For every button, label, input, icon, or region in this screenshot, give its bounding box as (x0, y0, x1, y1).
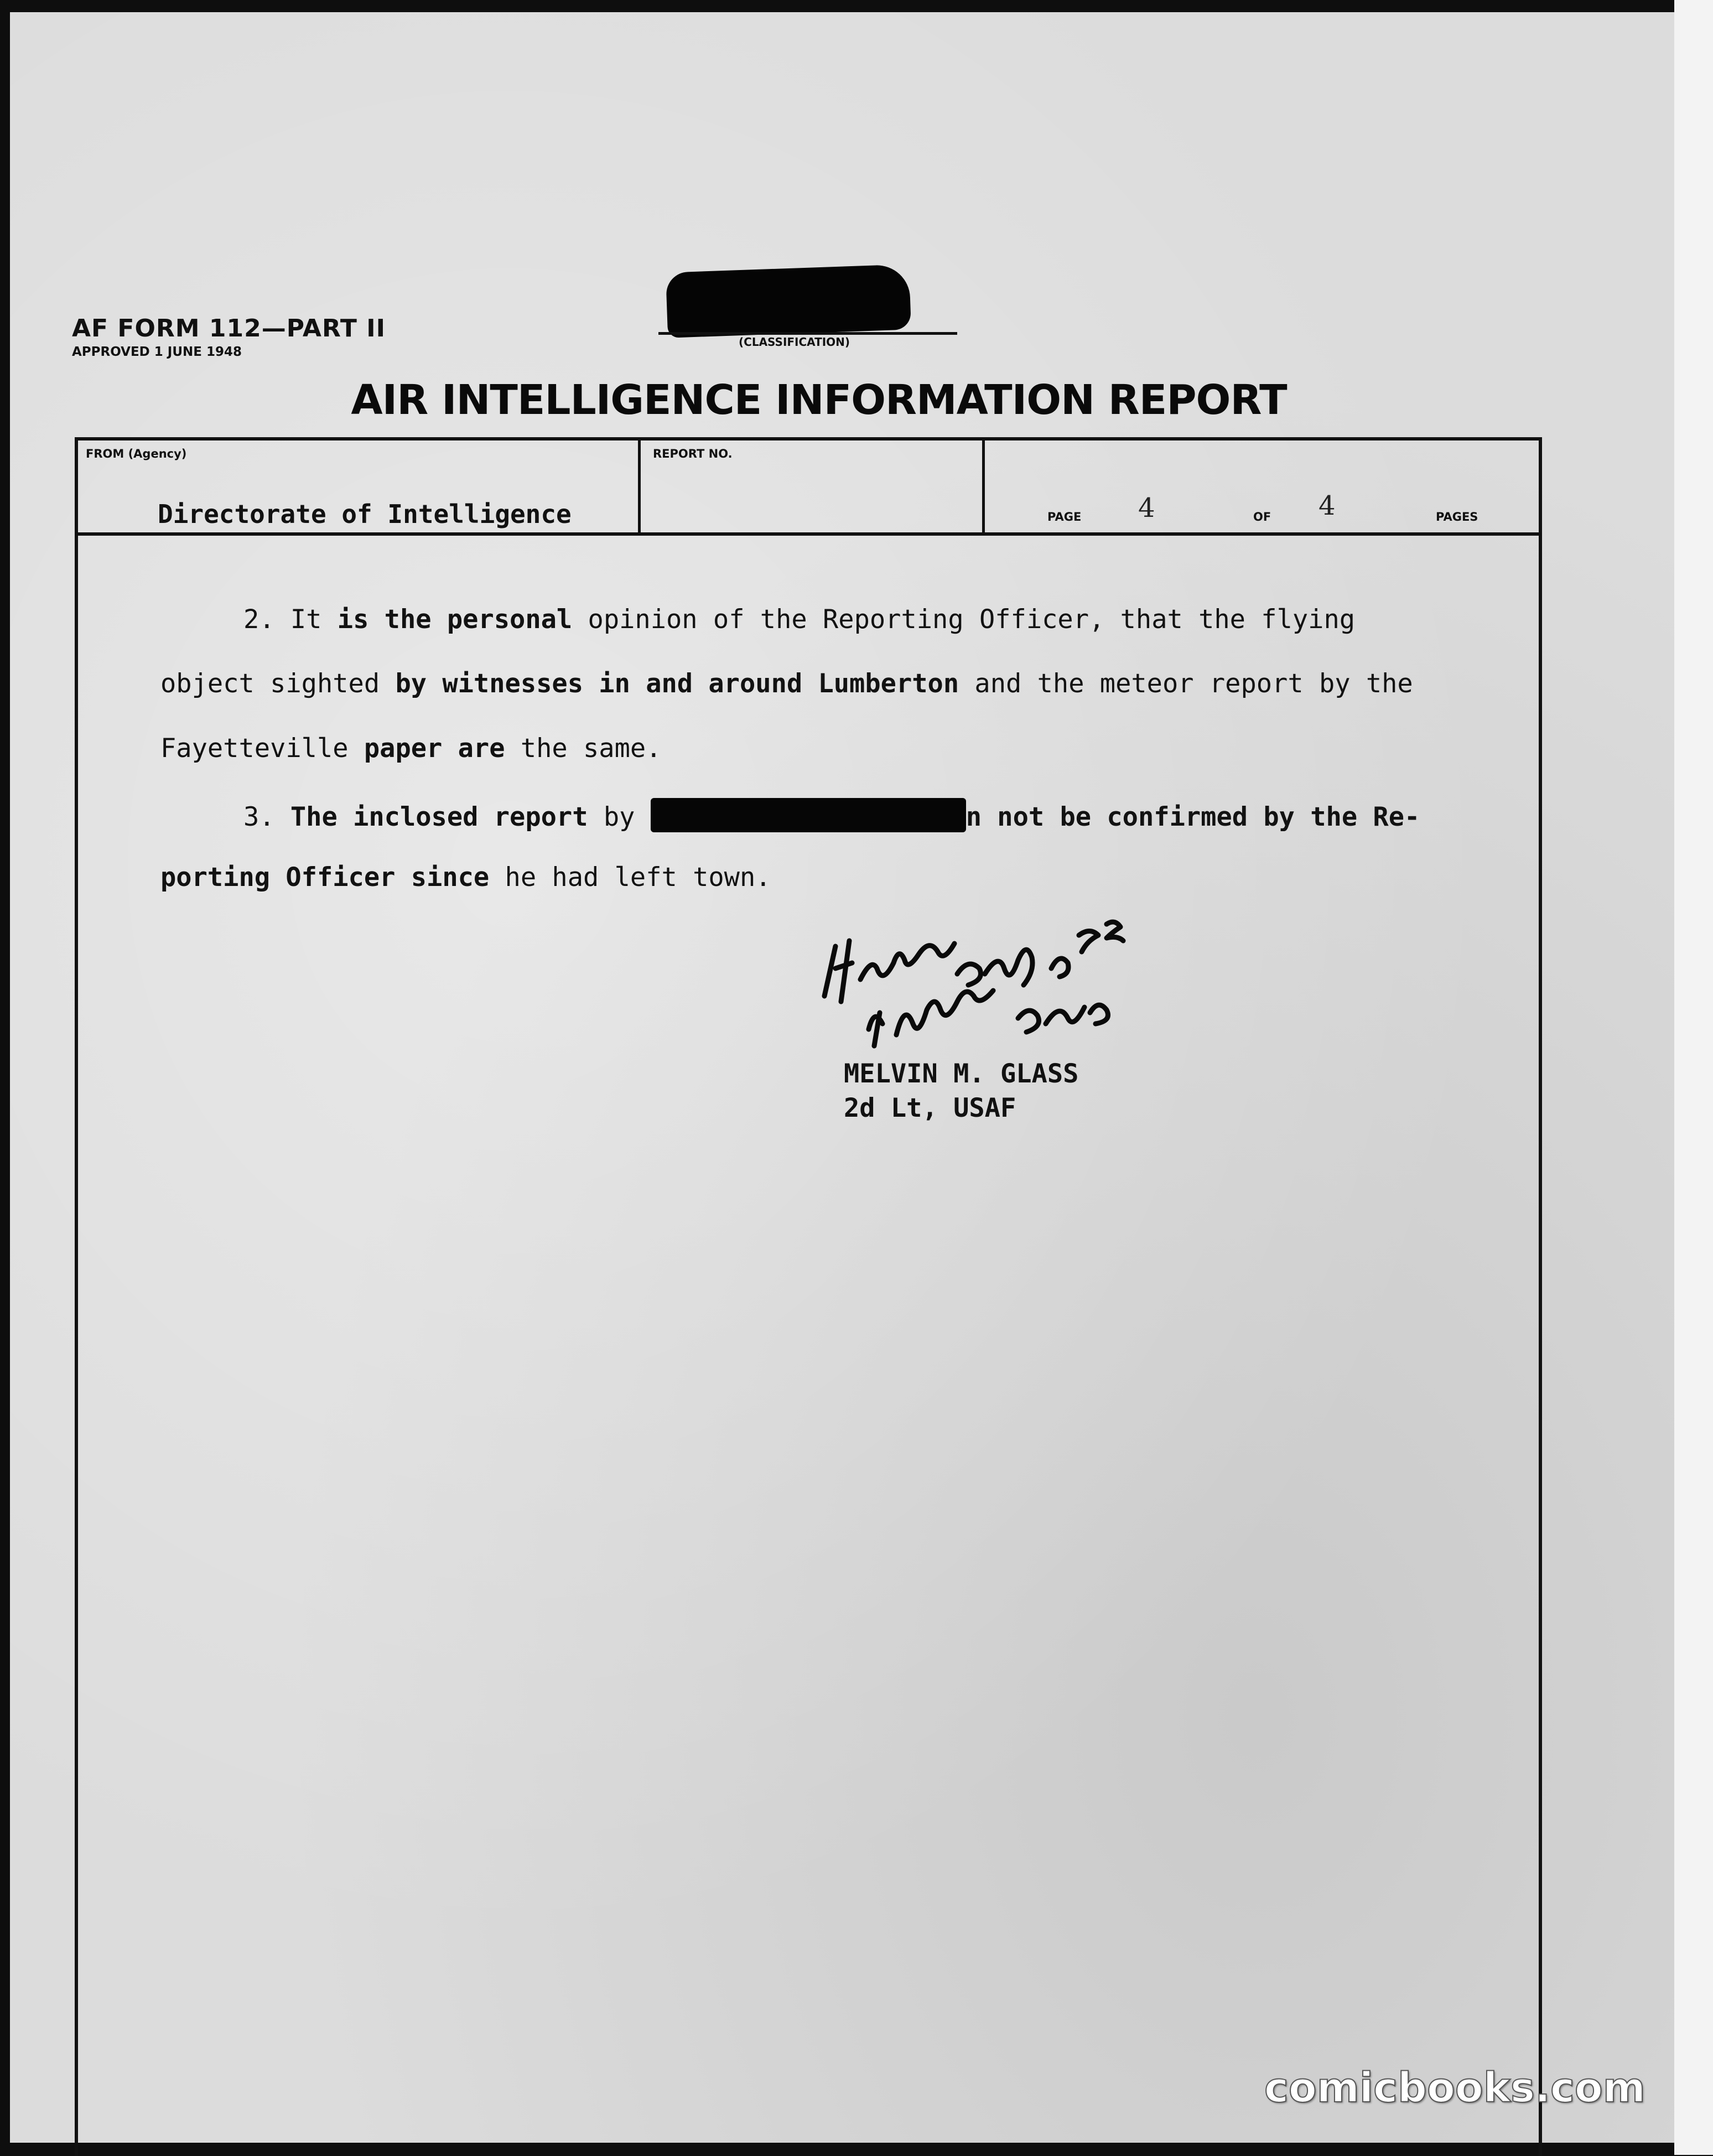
form-identifier (72, 314, 386, 359)
paragraph-2-line-2 (160, 668, 1499, 699)
classification-label: (CLASSIFICATION) (739, 335, 850, 349)
text-run: the same. (505, 733, 662, 764)
text-run-bold: The inclosed report (290, 802, 588, 832)
page-total: 4 (1319, 490, 1336, 521)
paragraph-2-line-1 (243, 604, 1582, 635)
text-run: 2. It (243, 604, 338, 635)
paragraph-2-line-3 (160, 733, 1499, 764)
form-number: AF FORM 112—PART II (72, 314, 386, 343)
signer-name: MELVIN M. GLASS (844, 1059, 1079, 1089)
text-run-bold: personal (431, 604, 588, 635)
name-redaction (651, 798, 966, 832)
text-run-bold: by witnesses in and around Lumberton (395, 668, 959, 699)
handwritten-signature (819, 902, 1206, 1057)
text-run: Fayetteville (160, 733, 364, 764)
paragraph-3-line-2 (160, 862, 1499, 893)
text-run-bold: n not be confirmed by the Re- (965, 802, 1420, 832)
header-divider (982, 437, 985, 532)
page-label: PAGE (1047, 510, 1082, 524)
signer-rank: 2d Lt, USAF (844, 1093, 1016, 1123)
header-row (75, 437, 1539, 536)
signature-block (844, 1057, 1078, 1126)
text-run: and the meteor report by the (959, 668, 1413, 699)
from-value: Directorate of Intelligence (158, 499, 572, 529)
classification-redaction (666, 264, 911, 338)
text-run: object sighted (160, 668, 396, 699)
report-no-label: REPORT NO. (653, 447, 733, 460)
approval-date: APPROVED 1 JUNE 1948 (72, 345, 242, 359)
text-run: by (588, 802, 651, 832)
header-divider (638, 437, 641, 532)
page-number: 4 (1138, 493, 1155, 524)
text-run: he had left town. (489, 862, 771, 893)
text-run-bold: porting Officer (160, 862, 396, 893)
classification-underline (658, 332, 957, 335)
of-label: OF (1253, 510, 1271, 524)
scan-margin (1674, 0, 1713, 2155)
from-label: FROM (Agency) (86, 447, 187, 460)
paragraph-3-line-1 (243, 798, 1582, 832)
text-run: opinion of the Reporting Officer, that the flying (588, 604, 1356, 635)
watermark: comicbooks.com (1264, 2064, 1645, 2112)
text-run-bold: is the (337, 604, 432, 635)
text-run-bold: since (395, 862, 490, 893)
report-title: AIR INTELLIGENCE INFORMATION REPORT (351, 376, 1287, 424)
text-run: 3. (243, 802, 290, 832)
pages-label: PAGES (1436, 510, 1478, 524)
text-run-bold: paper are (364, 733, 505, 764)
